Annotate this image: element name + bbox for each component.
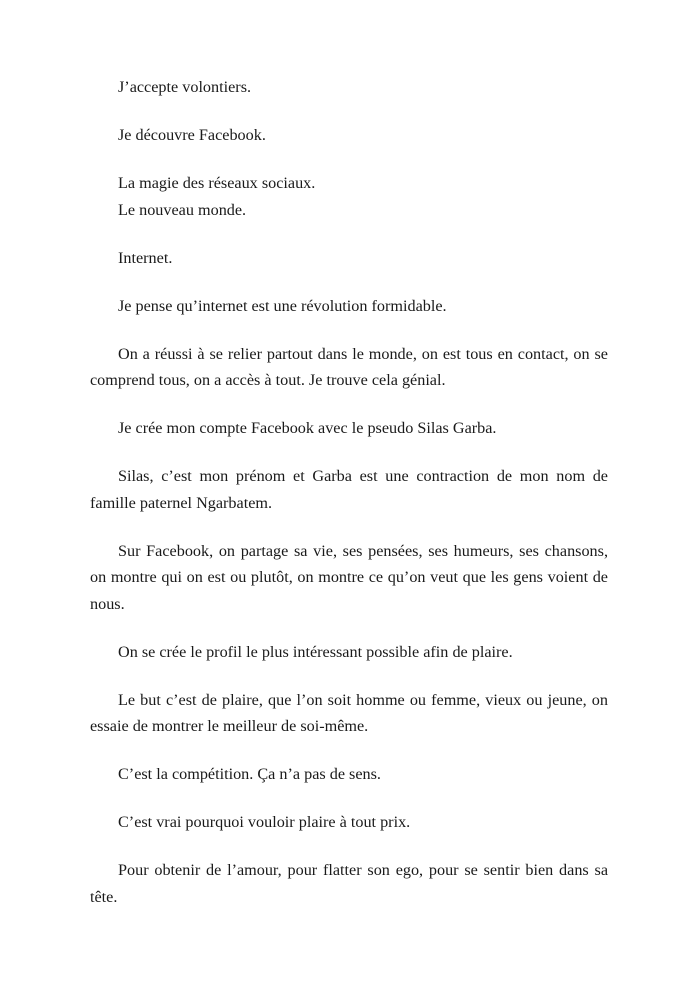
paragraph-7: On a réussi à se relier partout dans le monde, on est tous en contact, on se comprend tous, on a accès à tout. Je trouve cela génial. bbox=[90, 344, 608, 389]
paragraph-11: On se crée le profil le plus intéressant possible afin de plaire. bbox=[118, 642, 513, 661]
paragraph-2: Je découvre Facebook. bbox=[118, 126, 266, 144]
paragraph-6: Je pense qu’internet est une révolution formidable. bbox=[118, 296, 447, 315]
paragraph-10: Sur Facebook, on partage sa vie, ses pensées, ses humeurs, ses chansons, on montre qui on est ou plutôt, on montre ce qu’on veut que les gens voient de nous. bbox=[90, 541, 608, 613]
paragraph-3: La magie des réseaux sociaux. bbox=[118, 174, 316, 192]
paragraph-12: Le but c’est de plaire, que l’on soit homme ou femme, vieux ou jeune, on essaie de montrer le meilleur de soi-même. bbox=[90, 690, 608, 735]
body-text bbox=[90, 74, 608, 932]
paragraph-1: J’accepte volontiers. bbox=[118, 78, 252, 96]
paragraph-8: Je crée mon compte Facebook avec le pseudo Silas Garba. bbox=[118, 419, 497, 437]
paragraph-15: Pour obtenir de l’amour, pour flatter son ego, pour se sentir bien dans sa tête. bbox=[90, 861, 608, 906]
paragraph-9: Silas, c’est mon prénom et Garba est une contraction de mon nom de famille paternel Ngarbatem. bbox=[90, 467, 608, 512]
paragraph-4: Le nouveau monde. bbox=[118, 200, 247, 219]
paragraph-14: C’est vrai pourquoi vouloir plaire à tout prix. bbox=[118, 813, 411, 831]
paragraph-5: Internet. bbox=[118, 248, 173, 267]
paragraph-13: C’est la compétition. Ça n’a pas de sens. bbox=[118, 765, 381, 783]
